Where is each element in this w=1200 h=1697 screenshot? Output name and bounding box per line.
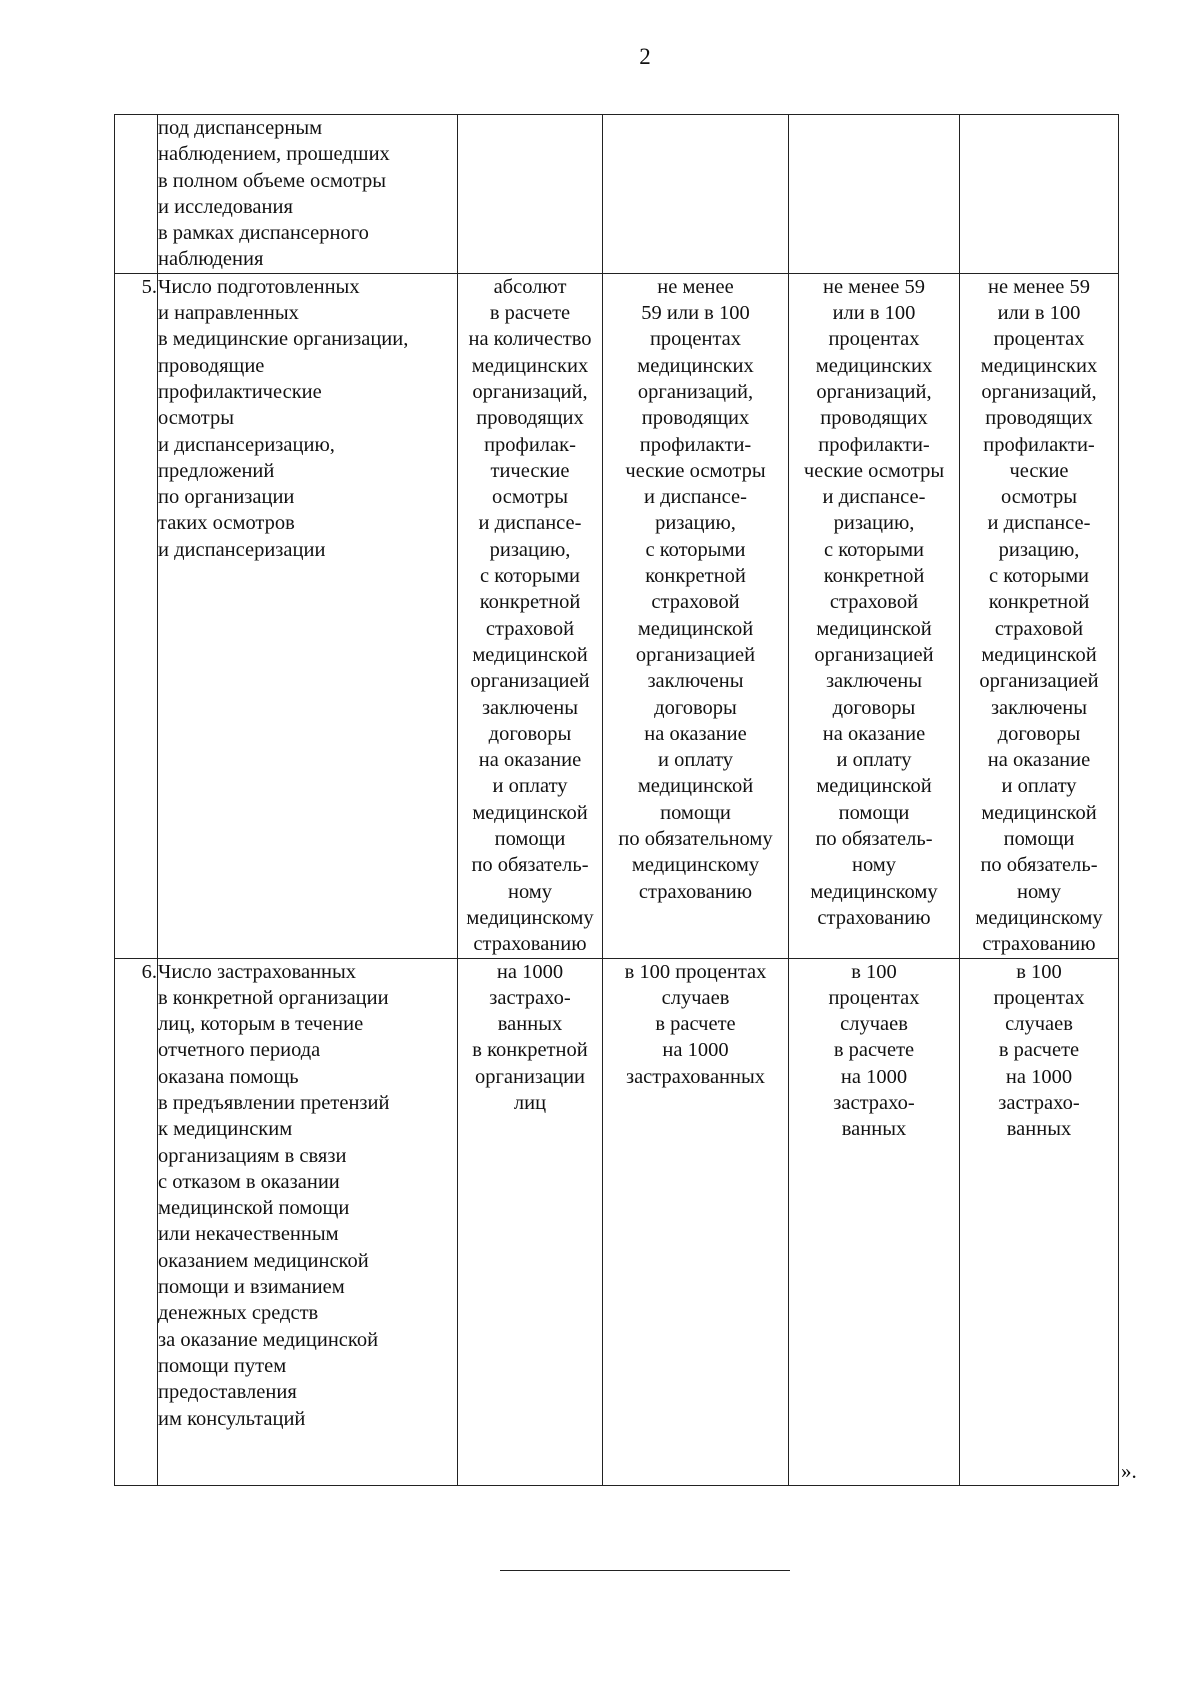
cell-line: медицинских	[471, 354, 589, 377]
cell-line: ному	[851, 854, 897, 877]
indicator-name-cell	[158, 273, 458, 958]
cell-line: на оказание	[822, 722, 926, 745]
cell-line: к медицинским	[158, 1118, 293, 1141]
cell-line: не менее	[657, 275, 734, 298]
cell-line: предложений	[158, 459, 275, 482]
cell-line: медицинской	[472, 643, 588, 666]
cell-line: и диспансеризацию,	[158, 433, 335, 456]
cell-line: медицинской	[816, 617, 932, 640]
cell-line: договоры	[654, 696, 737, 719]
cell-line: заключены	[990, 696, 1088, 719]
table-row	[115, 273, 1119, 958]
cell-line: договоры	[488, 722, 572, 745]
cell-line: ному	[507, 880, 553, 903]
cell-line: и оплату	[657, 749, 734, 772]
cell-line: медицинской	[981, 643, 1097, 666]
cell-line: случаев	[840, 1013, 908, 1036]
cell-line: профилакти-	[818, 433, 930, 456]
cell-line: застрахованных	[625, 1065, 766, 1088]
cell-line: организации	[474, 1065, 586, 1088]
cell-line: конкретной	[645, 565, 746, 588]
cell-line: на 1000	[1005, 1065, 1073, 1088]
row-number: 6.	[115, 958, 158, 1485]
cell-line: организацией	[979, 670, 1099, 693]
cell-line: ванных	[497, 1013, 563, 1036]
cell-line: ванных	[1006, 1118, 1072, 1141]
cell-line: в расчете	[655, 1013, 736, 1036]
cell-line: процентах	[993, 328, 1085, 351]
cell-line: помощи	[1003, 828, 1075, 851]
unit-cell	[458, 958, 603, 1485]
cell-line: и диспансе-	[644, 486, 747, 509]
cell-line: медицинскому	[810, 880, 938, 903]
cell-line: не менее 59	[822, 275, 926, 298]
cell-line: в 100 процентах	[624, 960, 767, 983]
cell-line: помощи и взиманием	[158, 1276, 345, 1299]
cell-line: в 100	[1016, 960, 1062, 983]
cell-line: на оказание	[987, 749, 1091, 772]
indicator-name-cell	[158, 958, 458, 1485]
cell-line: заключены	[647, 670, 744, 693]
cell-line: застрахо-	[998, 1091, 1080, 1114]
cell-line: ризацию,	[833, 512, 915, 535]
cell-line: организацией	[635, 643, 756, 666]
cell-line: и оплату	[1001, 775, 1077, 798]
year-2-value-cell	[789, 115, 960, 274]
cell-line: страхованию	[982, 933, 1096, 956]
cell-line: проводящие	[158, 354, 265, 377]
cell-line: и оплату	[836, 749, 912, 772]
cell-line: случаев	[1005, 1013, 1073, 1036]
cell-line: на количество	[468, 328, 592, 351]
cell-line: процентах	[828, 986, 920, 1009]
cell-line: ризацию,	[998, 538, 1080, 561]
cell-line: ному	[1016, 880, 1062, 903]
cell-line: ческие	[1009, 459, 1069, 482]
cell-line: медицинских	[980, 354, 1098, 377]
year-1-value-cell	[603, 273, 789, 958]
cell-line: ческие осмотры	[803, 459, 945, 482]
cell-line: предоставления	[158, 1381, 297, 1404]
cell-line: оказанием медицинской	[158, 1249, 369, 1272]
cell-line: в конкретной организации	[158, 986, 389, 1009]
cell-line: медицинской	[981, 801, 1097, 824]
cell-line: помощи путем	[158, 1354, 287, 1377]
year-3-value-cell	[960, 273, 1119, 958]
cell-line: проводящих	[820, 407, 928, 430]
cell-line: в конкретной	[472, 1039, 588, 1062]
cell-line: ризацию,	[489, 538, 571, 561]
cell-line: отчетного периода	[158, 1039, 321, 1062]
cell-line: медицинскому	[975, 906, 1103, 929]
cell-line: с отказом в оказании	[158, 1170, 340, 1193]
table-row	[115, 958, 1119, 1485]
year-3-value-cell	[960, 115, 1119, 274]
cell-line: за оказание медицинской	[158, 1328, 379, 1351]
cell-line: в расчете	[998, 1039, 1080, 1062]
cell-line: ческие осмотры	[625, 459, 766, 482]
cell-line: профилактические	[158, 380, 322, 403]
cell-line: конкретной	[988, 591, 1090, 614]
cell-line: страховой	[994, 617, 1084, 640]
cell-line: организаций,	[816, 380, 932, 403]
cell-line: застрахо-	[489, 986, 571, 1009]
cell-line: страховой	[485, 617, 575, 640]
indicator-name-cell	[158, 115, 458, 274]
cell-line: медицинской	[637, 617, 754, 640]
cell-line: заключены	[825, 670, 923, 693]
cell-line: организацией	[470, 670, 590, 693]
cell-line: по обязательному	[618, 828, 773, 851]
cell-line: организаций,	[472, 380, 588, 403]
cell-line: страховой	[651, 591, 740, 614]
cell-line: на 1000	[496, 960, 564, 983]
cell-line: в рамках диспансерного	[158, 222, 369, 245]
cell-line: проводящих	[476, 407, 584, 430]
cell-line: страховой	[829, 591, 919, 614]
cell-line: медицинской помощи	[158, 1197, 350, 1220]
cell-line: договоры	[997, 722, 1081, 745]
cell-line: в расчете	[489, 302, 571, 325]
cell-line: организаций,	[637, 380, 754, 403]
year-3-value-cell	[960, 958, 1119, 1485]
cell-line: медицинских	[815, 354, 933, 377]
year-1-value-cell	[603, 115, 789, 274]
cell-line: медицинской	[472, 801, 588, 824]
cell-line: по обязатель-	[471, 854, 589, 877]
cell-line: осмотры	[491, 486, 569, 509]
cell-line: заключены	[481, 696, 579, 719]
cell-line: медицинской	[637, 775, 754, 798]
cell-line: с которыми	[823, 538, 925, 561]
cell-line: процентах	[993, 986, 1085, 1009]
cell-line: проводящих	[985, 407, 1093, 430]
cell-line: тические	[490, 459, 570, 482]
year-1-value-cell	[603, 958, 789, 1485]
cell-line: в предъявлении претензий	[158, 1091, 390, 1114]
row-number: 5.	[115, 273, 158, 958]
page-number: 2	[639, 44, 651, 69]
table-row	[115, 115, 1119, 274]
cell-line: организациям в связи	[158, 1144, 347, 1167]
cell-line: по обязатель-	[980, 854, 1098, 877]
cell-line: и диспансеризации	[158, 538, 326, 561]
cell-line: или некачественным	[158, 1223, 339, 1246]
cell-line: помощи	[494, 828, 566, 851]
cell-line: в медицинские организации,	[158, 328, 409, 351]
cell-line: конкретной	[823, 565, 925, 588]
cell-line: в расчете	[833, 1039, 915, 1062]
cell-line: осмотры	[158, 407, 235, 430]
cell-line: процентах	[649, 328, 742, 351]
cell-line: ванных	[841, 1118, 907, 1141]
cell-line: лиц, которым в течение	[158, 1013, 364, 1036]
cell-line: помощи	[838, 801, 910, 824]
end-of-document-rule	[500, 1570, 790, 1571]
cell-line: и оплату	[492, 775, 568, 798]
cell-line: в 100	[851, 960, 897, 983]
cell-line: медицинской	[816, 775, 932, 798]
cell-line: профилакти-	[639, 433, 752, 456]
cell-line: страхованию	[638, 880, 753, 903]
cell-line: и диспансе-	[822, 486, 926, 509]
cell-line: по организации	[158, 486, 295, 509]
cell-line: медицинских	[637, 354, 754, 377]
cell-line: или в 100	[832, 302, 916, 325]
cell-line: Число застрахованных	[158, 960, 357, 983]
cell-line: не менее 59	[987, 275, 1091, 298]
indicators-table	[114, 114, 1119, 1486]
cell-line: лиц	[513, 1091, 547, 1114]
cell-line: на 1000	[662, 1039, 729, 1062]
cell-line: страхованию	[817, 906, 931, 929]
cell-line: на оказание	[644, 722, 747, 745]
cell-line: застрахо-	[833, 1091, 915, 1114]
cell-line: профилак-	[484, 433, 576, 456]
cell-line: таких осмотров	[158, 512, 295, 535]
cell-line: Число подготовленных	[158, 275, 360, 298]
unit-cell	[458, 273, 603, 958]
cell-line: страхованию	[473, 933, 587, 956]
year-2-value-cell	[789, 958, 960, 1485]
cell-line: договоры	[832, 696, 916, 719]
cell-line: по обязатель-	[815, 828, 933, 851]
cell-line: с которыми	[988, 565, 1090, 588]
cell-line: и диспансе-	[987, 512, 1091, 535]
cell-line: осмотры	[1000, 486, 1078, 509]
cell-line: ризацию,	[655, 512, 736, 535]
cell-line: абсолют	[493, 275, 567, 298]
cell-line: случаев	[661, 986, 730, 1009]
cell-line: оказана помощь	[158, 1065, 299, 1088]
cell-line: помощи	[660, 801, 731, 824]
cell-line: им консультаций	[158, 1407, 306, 1430]
cell-line: с которыми	[479, 565, 581, 588]
row-number	[115, 115, 158, 274]
cell-line: медицинскому	[631, 854, 760, 877]
cell-line: конкретной	[479, 591, 581, 614]
cell-line: и диспансе-	[478, 512, 582, 535]
cell-line: денежных средств	[158, 1302, 319, 1325]
cell-line: организаций,	[981, 380, 1097, 403]
cell-line: 59 или в 100	[641, 302, 750, 325]
cell-line: под диспансерным	[158, 117, 323, 139]
cell-line: процентах	[828, 328, 920, 351]
cell-line: медицинскому	[466, 906, 594, 929]
cell-line: или в 100	[997, 302, 1081, 325]
cell-line: профилакти-	[983, 433, 1095, 456]
cell-line: на 1000	[840, 1065, 908, 1088]
cell-line: с которыми	[645, 538, 746, 561]
cell-line: и исследования	[158, 195, 293, 218]
unit-cell	[458, 115, 603, 274]
cell-line: проводящих	[641, 407, 750, 430]
cell-line: на оказание	[478, 749, 582, 772]
closing-quote: ».	[1121, 1459, 1137, 1483]
year-2-value-cell	[789, 273, 960, 958]
cell-line: наблюдением, прошедших	[158, 143, 390, 166]
cell-line: и направленных	[158, 302, 299, 325]
cell-line: в полном объеме осмотры	[158, 169, 387, 192]
cell-line: организацией	[814, 643, 934, 666]
cell-line: наблюдения	[158, 248, 264, 271]
